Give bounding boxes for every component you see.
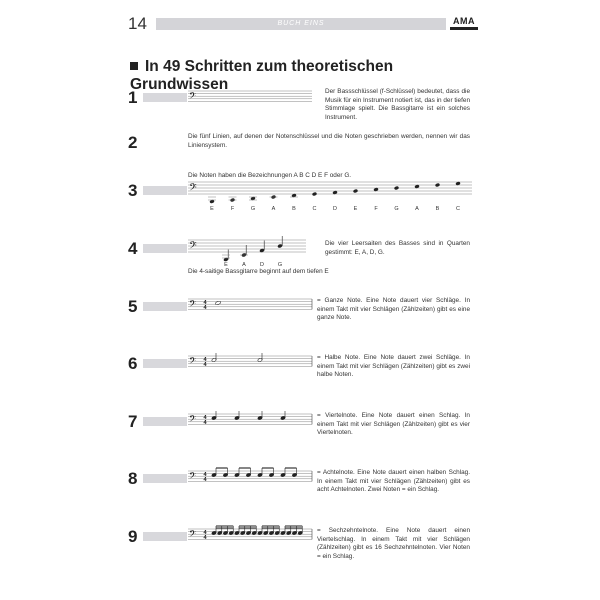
note-label: D	[333, 206, 337, 212]
notes	[211, 411, 285, 420]
logo-text: AMA	[453, 16, 475, 26]
bass-clef-icon: 𝄢	[189, 181, 197, 196]
note-head	[353, 189, 358, 194]
logo-underline	[450, 27, 478, 30]
time-signature-bottom: 4	[203, 477, 207, 483]
staff-6	[188, 354, 313, 374]
staff-lines	[188, 91, 312, 101]
bass-clef-icon: 𝄢	[189, 470, 197, 484]
heading-bullet-icon	[130, 62, 138, 70]
note-label: F	[374, 206, 378, 212]
staff-5	[188, 297, 313, 317]
note-head	[394, 186, 399, 191]
notes	[211, 353, 262, 362]
note-head	[215, 301, 221, 306]
step-number-4: 4	[128, 239, 138, 258]
staff-4	[188, 238, 308, 272]
step-text-9: = Sechzehntelnote. Eine Note dauert einen Viertelschlag. In einem Takt mit vier Schlägen (Zählzeiten) gibt es 16 Sechzehntelnoten. Vier Noten = ein Schlag.	[317, 527, 470, 560]
step-text-4: Die vier Leersaiten des Basses sind in Quarten gestimmt: E, A, D, G.	[325, 240, 470, 256]
heading-text: In 49 Schritten zum theoretischen Grundwissen	[130, 58, 394, 93]
bass-clef-icon: 𝄢	[189, 413, 197, 427]
note-label: G	[394, 206, 399, 212]
note-label: E	[210, 206, 214, 212]
step-text-2: Die fünf Linien, auf denen der Notenschlüssel und die Noten geschrieben werden, nennen wir das Liniensystem.	[188, 133, 470, 149]
step-bar-5	[143, 302, 187, 311]
time-signature-bottom: 4	[203, 362, 207, 368]
staff-lines	[188, 182, 472, 194]
staff-7	[188, 412, 313, 432]
step-text-5: = Ganze Note. Eine Note dauert vier Schläge. In einem Takt mit vier Schlägen (Zählzeiten) gibt es eine ganze Note.	[317, 297, 470, 322]
staff-lines	[188, 240, 306, 252]
note-label: B	[435, 206, 440, 212]
step-number-2: 2	[128, 133, 138, 152]
bass-clef-icon: 𝄢	[189, 90, 197, 104]
time-signature-top: 4	[203, 414, 207, 421]
bass-clef-icon: 𝄢	[189, 528, 197, 542]
note-label: G	[277, 262, 283, 268]
note-label: E	[224, 262, 228, 268]
note-label: A	[271, 206, 276, 212]
step-text-3: Die Noten haben die Bezeichnungen A B C D E F oder G.	[188, 172, 352, 179]
step-bar-8	[143, 474, 187, 483]
time-signature-bottom: 4	[203, 305, 207, 311]
notes	[211, 468, 297, 477]
time-signature-bottom: 4	[203, 535, 207, 541]
book-title: BUCH EINS	[277, 20, 325, 27]
time-signature-top: 4	[203, 471, 207, 478]
step-number-6: 6	[128, 354, 138, 373]
step-text-7: = Viertelnote. Eine Note dauert einen Schlag. In einem Takt mit vier Schlägen (Zählzeiten) gibt es vier Viertelnoten.	[317, 412, 470, 437]
notes	[215, 301, 221, 306]
staff-lines	[188, 356, 312, 366]
time-signature-top: 4	[203, 356, 207, 363]
step-bar-1	[143, 93, 187, 102]
time-signature-bottom: 4	[203, 420, 207, 426]
staff-9	[188, 527, 313, 547]
note-head	[312, 192, 317, 197]
staff-3	[188, 180, 473, 214]
time-signature-top: 4	[203, 529, 207, 536]
step-bar-3	[143, 186, 187, 195]
note-label: A	[415, 206, 419, 212]
step-bar-7	[143, 417, 187, 426]
note-labels	[210, 206, 460, 212]
step-number-9: 9	[128, 527, 138, 546]
staff-lines	[188, 299, 312, 309]
note-label: D	[260, 262, 264, 268]
bass-clef-icon: 𝄢	[189, 355, 197, 369]
step-number-7: 7	[128, 412, 138, 431]
note-heads	[208, 181, 461, 204]
publisher-logo	[450, 16, 478, 30]
staff-8	[188, 469, 313, 489]
bass-clef-icon: 𝄢	[189, 298, 197, 312]
note-label: B	[292, 206, 296, 212]
time-signature-top: 4	[203, 299, 207, 306]
note-head	[435, 183, 440, 188]
note-label: G	[250, 206, 256, 212]
step-text-1: Der Bassschlüssel (f-Schlüssel) bedeutet, dass die Musik für ein Instrument notiert ist, das in der tiefen Stimmlage spielt. Die Bassgitarre ist ein solches Instrument.	[325, 88, 470, 121]
step-bar-6	[143, 359, 187, 368]
step-number-8: 8	[128, 469, 138, 488]
step-number-5: 5	[128, 297, 138, 316]
note-label: E	[353, 206, 358, 212]
bass-clef-icon: 𝄢	[189, 239, 197, 254]
note-label: C	[456, 206, 460, 212]
step-number-3: 3	[128, 181, 138, 200]
header-bar	[156, 18, 446, 30]
notes	[211, 526, 302, 535]
step-text-6: = Halbe Note. Eine Note dauert zwei Schläge. In einem Takt mit vier Schlägen (Zählzeiten) gibt es zwei halbe Noten.	[317, 354, 470, 379]
staff-1	[188, 90, 313, 106]
note-label: F	[230, 206, 235, 212]
step-bar-4	[143, 244, 187, 253]
step-bar-9	[143, 532, 187, 541]
step-text-8: = Achtelnote. Eine Note dauert einen halben Schlag. In einem Takt mit vier Schlägen (Zählzeiten) gibt es acht Achtelnoten. Zwei Noten = ein Schlag.	[317, 469, 470, 494]
note-label: A	[242, 262, 246, 268]
page-number: 14	[128, 14, 147, 33]
step-caption-4: Die 4-saitige Bassgitarre beginnt auf dem tiefen E	[188, 268, 329, 275]
page-header	[128, 14, 478, 34]
note-label: C	[312, 206, 317, 212]
step-number-1: 1	[128, 88, 138, 107]
staff-lines	[188, 414, 312, 424]
